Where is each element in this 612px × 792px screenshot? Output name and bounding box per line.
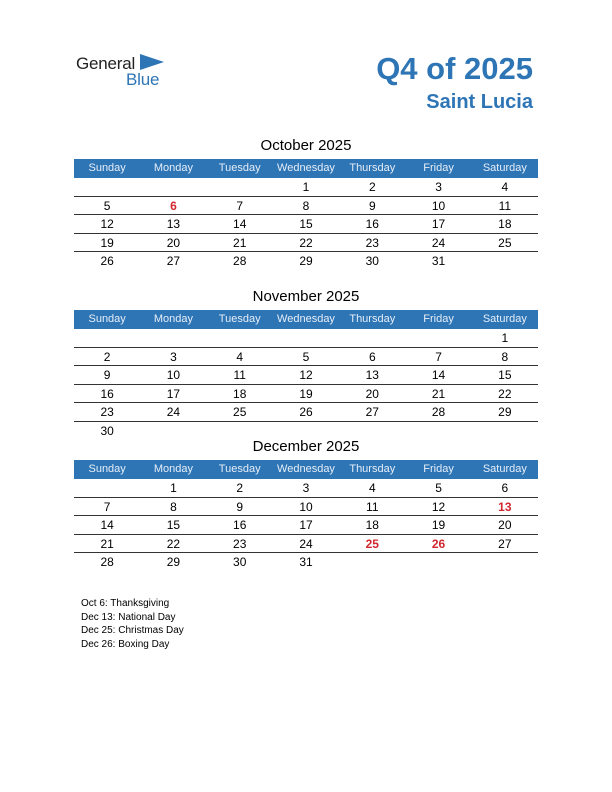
week-row [74,348,538,367]
day-cell: 11 [366,499,379,514]
empty-day-cell [339,329,405,347]
day-cell: 1 [501,331,509,345]
day-cell: 10 [431,198,446,213]
day-cell: 6 [501,481,509,495]
day-cell: 12 [299,368,313,382]
holiday-notes [81,597,184,651]
holiday-day-cell: 26 [431,536,446,551]
day-cell: 31 [431,254,446,268]
day-cell: 15 [498,368,512,382]
weekday-label: Thursday [339,460,405,479]
weekday-label: Friday [405,310,471,329]
empty-day-cell [339,553,405,571]
day-cell: 24 [299,536,313,551]
day-cell: 4 [236,349,244,364]
week-row [74,403,538,422]
day-cell: 19 [100,235,114,250]
empty-day-cell [405,553,471,571]
logo-text-blue: Blue [126,70,160,89]
day-cell: 28 [100,555,114,569]
day-cell: 20 [166,235,181,250]
day-cell: 29 [299,254,313,268]
logo-text-general: General [76,54,136,73]
month-title: December 2025 [252,438,360,455]
empty-day-cell [405,329,471,347]
day-cell: 7 [236,198,244,213]
day-cell: 25 [233,405,247,419]
holiday-note: Oct 6: Thanksgiving [81,598,170,609]
day-cell: 30 [233,555,247,569]
weekday-label: Sunday [74,460,140,479]
day-cell: 31 [299,555,313,569]
day-cell: 19 [299,386,313,401]
day-cell: 20 [498,518,512,532]
day-cell: 27 [166,254,181,268]
empty-day-cell [273,329,339,347]
day-cell: 9 [103,368,111,382]
weekday-label: Sunday [74,310,140,329]
holiday-note: Dec 25: Christmas Day [81,625,184,636]
week-row [74,498,538,517]
empty-day-cell [207,329,273,347]
empty-day-cell [472,252,538,270]
day-cell: 23 [365,235,379,250]
day-cell: 24 [166,405,181,419]
day-cell: 29 [166,555,181,569]
weekday-label: Saturday [472,310,538,329]
month-october [74,136,538,270]
month-november [74,287,538,439]
holiday-day-cell: 6 [170,198,177,213]
empty-day-cell [472,553,538,571]
day-cell: 9 [236,499,244,514]
week-row [74,385,538,404]
weekday-header [74,460,538,479]
day-cell: 27 [365,405,379,419]
day-cell: 29 [498,405,512,419]
week-row [74,516,538,535]
day-cell: 7 [435,349,442,364]
empty-day-cell [207,178,273,196]
weekday-label: Wednesday [273,310,339,329]
week-row [74,553,538,571]
day-cell: 3 [302,481,310,495]
day-cell: 24 [431,235,446,250]
month-december [74,437,538,571]
day-cell: 25 [498,235,512,250]
day-cell: 11 [498,198,512,213]
day-cell: 22 [166,536,181,551]
day-cell: 16 [233,518,247,532]
week-row [74,215,538,234]
week-row [74,329,538,348]
day-cell: 17 [166,386,181,401]
day-cell: 1 [170,481,177,495]
holiday-note: Dec 13: National Day [81,611,176,623]
weekday-label: Monday [140,159,206,178]
holiday-day-cell: 13 [498,499,512,514]
empty-day-cell [74,178,140,196]
day-cell: 13 [365,368,379,382]
day-cell: 16 [100,386,114,401]
week-row [74,535,538,554]
day-cell: 13 [166,217,181,231]
brand-logo [76,52,176,90]
day-cell: 20 [365,386,379,401]
weekday-label: Friday [405,159,471,178]
day-cell: 21 [233,235,247,250]
month-title: November 2025 [252,288,360,305]
empty-day-cell [140,329,206,347]
day-cell: 8 [302,198,310,213]
page-subtitle: Saint Lucia [426,91,533,113]
day-cell: 30 [100,423,114,438]
day-cell: 16 [365,217,379,231]
day-cell: 3 [170,349,177,364]
weekday-label: Friday [405,460,471,479]
day-cell: 19 [431,518,446,532]
day-cell: 2 [368,180,376,194]
empty-day-cell [140,178,206,196]
week-row [74,197,538,216]
weekday-label: Saturday [472,460,538,479]
weekday-label: Monday [140,460,206,479]
day-cell: 18 [233,386,247,401]
weekday-label: Tuesday [207,159,273,178]
day-cell: 5 [435,481,442,495]
day-cell: 23 [233,536,247,551]
day-cell: 28 [233,254,247,268]
empty-day-cell [74,329,140,347]
day-cell: 28 [431,405,446,419]
day-cell: 14 [100,518,114,532]
day-cell: 21 [100,536,114,551]
empty-day-cell [74,479,140,497]
holiday-day-cell: 25 [365,536,379,551]
day-cell: 17 [431,217,446,231]
week-row [74,479,538,498]
day-cell: 15 [299,217,313,231]
day-cell: 15 [166,518,181,532]
day-cell: 8 [501,349,509,364]
day-cell: 30 [365,254,379,268]
day-cell: 22 [498,386,512,401]
day-cell: 4 [368,481,376,495]
day-cell: 3 [435,180,442,194]
day-cell: 26 [299,405,313,419]
day-cell: 11 [233,368,246,382]
week-row [74,252,538,270]
day-cell: 18 [365,518,379,532]
week-row [74,366,538,385]
holiday-note: Dec 26: Boxing Day [81,638,170,650]
day-cell: 2 [103,349,111,364]
day-cell: 1 [302,180,310,194]
day-cell: 6 [368,349,376,364]
weekday-label: Wednesday [273,159,339,178]
day-cell: 2 [236,481,244,495]
weekday-label: Tuesday [207,460,273,479]
week-row [74,178,538,197]
day-cell: 18 [498,217,512,231]
month-title: October 2025 [260,137,352,154]
day-cell: 14 [431,368,446,382]
week-row [74,234,538,253]
day-cell: 26 [100,254,114,268]
day-cell: 10 [166,368,181,382]
weekday-header [74,159,538,178]
day-cell: 8 [170,499,177,514]
day-cell: 22 [299,235,313,250]
weekday-label: Thursday [339,310,405,329]
day-cell: 12 [431,499,446,514]
day-cell: 10 [299,499,313,514]
weekday-label: Sunday [74,159,140,178]
day-cell: 5 [302,349,310,364]
day-cell: 27 [498,536,512,551]
day-cell: 4 [501,180,509,194]
weekday-label: Thursday [339,159,405,178]
day-cell: 21 [431,386,446,401]
weekday-header [74,310,538,329]
day-cell: 7 [103,499,111,514]
page-title: Q4 of 2025 [376,51,533,86]
weekday-label: Wednesday [273,460,339,479]
weekday-label: Tuesday [207,310,273,329]
day-cell: 12 [100,217,114,231]
day-cell: 5 [103,198,111,213]
logo-flag-icon [140,54,164,70]
weekday-label: Saturday [472,159,538,178]
day-cell: 17 [299,518,313,532]
day-cell: 23 [100,405,114,419]
day-cell: 9 [368,198,376,213]
weekday-label: Monday [140,310,206,329]
day-cell: 14 [233,217,247,231]
